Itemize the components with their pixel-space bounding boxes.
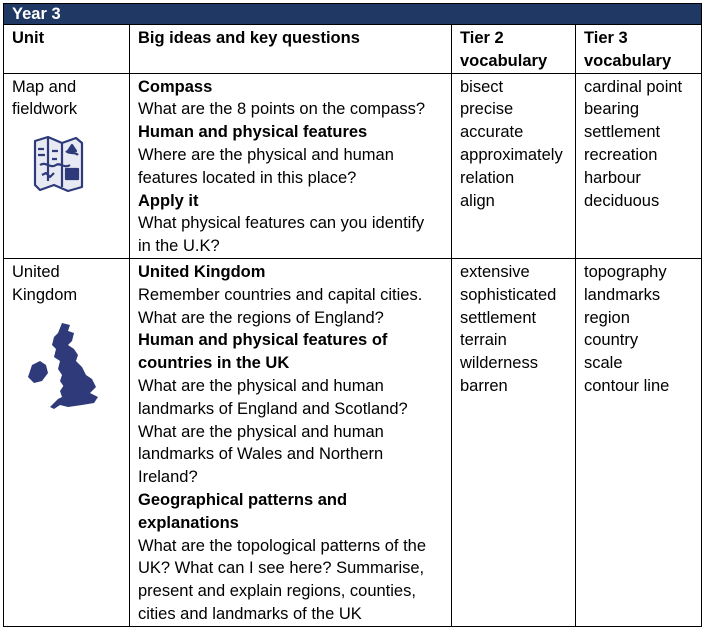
unit-name-line2: fieldwork — [12, 100, 78, 119]
tier3-word: region — [584, 308, 630, 327]
tier3-word: harbour — [584, 168, 641, 187]
question-heading: explanations — [138, 513, 239, 532]
question-text: landmarks of England and Scotland? — [138, 399, 408, 418]
header-tier3-line1: Tier 3 — [584, 29, 628, 47]
tier2-word: relation — [460, 168, 515, 187]
tier3-cell — [576, 73, 702, 258]
tier2-word: bisect — [460, 77, 504, 96]
tier2-word: wilderness — [460, 354, 538, 373]
tier2-word: approximately — [460, 145, 563, 164]
question-text: What are the regions of England? — [138, 308, 384, 327]
question-heading: Geographical patterns and — [138, 490, 348, 509]
tier2-cell — [452, 73, 576, 258]
question-heading: countries in the UK — [138, 354, 290, 373]
table-row — [4, 73, 702, 258]
unit-name-line2: Kingdom — [12, 285, 78, 304]
header-unit: Unit — [4, 25, 130, 74]
tier2-word: accurate — [460, 123, 524, 142]
title-row — [4, 4, 702, 25]
tier3-word: landmarks — [584, 285, 661, 304]
uk-map-icon — [24, 321, 104, 411]
question-text: UK? What can I see here? Summarise, — [138, 559, 425, 578]
tier3-word: country — [584, 331, 639, 350]
unit-cell — [4, 258, 130, 626]
question-text: Remember countries and capital cities. — [138, 285, 423, 304]
table-row — [4, 258, 702, 626]
header-tier2-line1: Tier 2 — [460, 29, 504, 47]
unit-name-line1: United — [12, 262, 60, 281]
unit-name-line1: Map and — [12, 77, 77, 96]
question-text: What physical features can you identify — [138, 214, 425, 233]
header-tier3 — [576, 25, 702, 74]
curriculum-table — [3, 3, 702, 627]
header-big-ideas: Big ideas and key questions — [130, 25, 452, 74]
question-text: What are the physical and human — [138, 376, 384, 395]
question-text: present and explain regions, counties, — [138, 582, 416, 601]
unit-cell — [4, 73, 130, 258]
tier3-word: bearing — [584, 100, 640, 119]
header-row — [4, 25, 702, 74]
map-icon — [32, 135, 86, 193]
tier2-word: sophisticated — [460, 285, 557, 304]
tier3-word: contour line — [584, 376, 670, 395]
big-ideas-cell — [130, 73, 452, 258]
question-heading: United Kingdom — [138, 262, 266, 281]
tier2-word: extensive — [460, 262, 530, 281]
tier3-word: settlement — [584, 123, 661, 142]
question-text: cities and landmarks of the UK — [138, 604, 362, 623]
tier3-word: topography — [584, 262, 667, 281]
tier3-word: deciduous — [584, 191, 660, 210]
tier2-word: terrain — [460, 331, 507, 350]
question-text: features located in this place? — [138, 168, 357, 187]
question-text: in the U.K? — [138, 237, 220, 256]
tier2-word: barren — [460, 376, 508, 395]
header-tier2 — [452, 25, 576, 74]
tier2-word: settlement — [460, 308, 537, 327]
question-text: What are the 8 points on the compass? — [138, 100, 426, 119]
tier3-word: scale — [584, 354, 623, 373]
big-ideas-cell — [130, 258, 452, 626]
tier3-word: recreation — [584, 145, 658, 164]
tier3-cell — [576, 258, 702, 626]
tier3-word: cardinal point — [584, 77, 683, 96]
question-heading: Compass — [138, 77, 213, 96]
tier2-word: precise — [460, 100, 514, 119]
question-text: What are the physical and human — [138, 422, 384, 441]
tier2-word: align — [460, 191, 495, 210]
header-tier3-line2: vocabulary — [584, 51, 672, 70]
question-heading: Human and physical features — [138, 123, 368, 142]
question-text: Ireland? — [138, 468, 198, 487]
question-text: landmarks of Wales and Northern — [138, 445, 384, 464]
header-tier2-line2: vocabulary — [460, 51, 548, 70]
question-text: Where are the physical and human — [138, 145, 394, 164]
question-heading: Human and physical features of — [138, 331, 388, 350]
question-heading: Apply it — [138, 191, 199, 210]
question-text: What are the topological patterns of the — [138, 536, 427, 555]
year-title: Year 3 — [4, 4, 702, 25]
tier2-cell — [452, 258, 576, 626]
